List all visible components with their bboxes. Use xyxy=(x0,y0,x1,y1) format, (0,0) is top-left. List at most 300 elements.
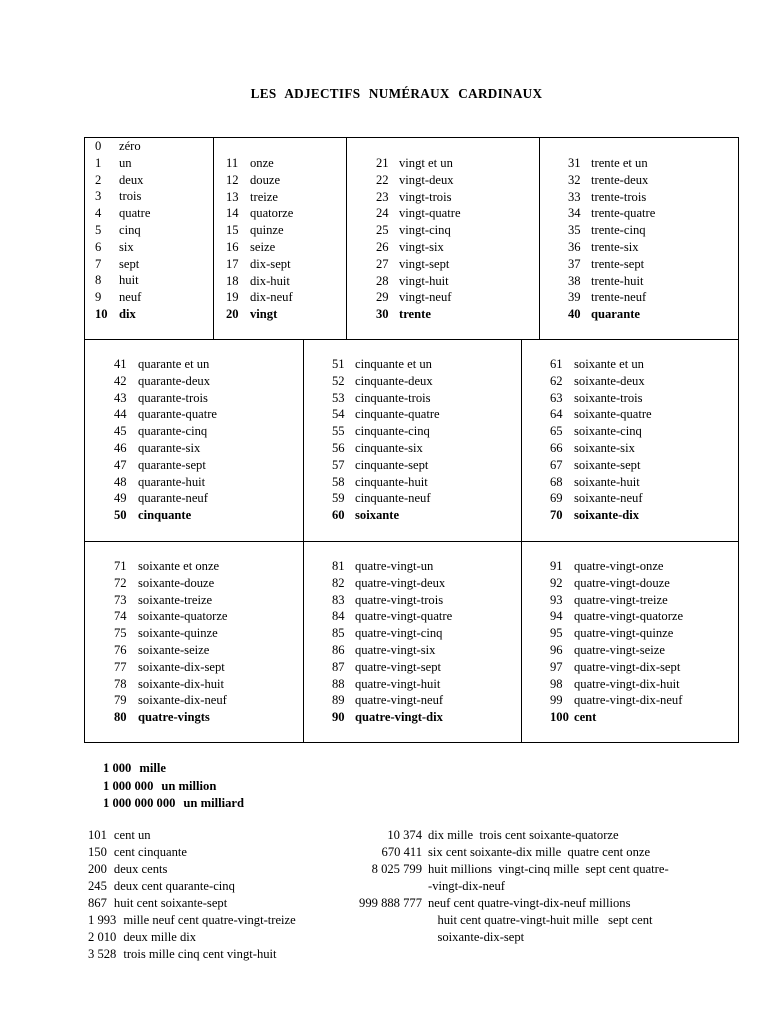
number-entry xyxy=(332,356,440,373)
number-entry xyxy=(114,356,217,373)
number-digits: 200 xyxy=(88,862,107,876)
number-words: dix-huit xyxy=(250,273,290,288)
number-digits: 74 xyxy=(114,609,127,624)
number-digits: 27 xyxy=(376,256,389,271)
number-entry xyxy=(88,844,296,861)
number-words: vingt et un xyxy=(399,156,453,170)
number-digits: 98 xyxy=(550,676,563,691)
number-words: soixante-quinze xyxy=(138,626,218,641)
number-entry xyxy=(376,222,461,239)
number-words: huit cent soixante-sept xyxy=(113,896,228,910)
number-entry xyxy=(550,457,652,474)
number-digits: 42 xyxy=(114,373,127,388)
number-words: mille xyxy=(139,761,166,775)
number-words: dix-sept xyxy=(250,256,291,271)
number-digits: 4 xyxy=(95,206,102,221)
number-words: cinquante xyxy=(138,508,192,523)
number-digits: 10 374 xyxy=(387,828,422,842)
number-digits: 81 xyxy=(332,559,345,573)
number-words: quarante-quatre xyxy=(138,407,218,422)
number-digits: 31 xyxy=(568,156,581,170)
number-words: quarante xyxy=(591,307,640,322)
number-digits: 1 000 000 xyxy=(103,778,154,793)
number-entry xyxy=(226,155,293,172)
number-digits: 10 xyxy=(95,306,108,321)
number-digits: 65 xyxy=(550,424,563,439)
number-words: quatre-vingt-dix xyxy=(355,710,443,725)
number-digits: 53 xyxy=(332,390,345,405)
number-words: trente-cinq xyxy=(591,223,646,238)
number-entry xyxy=(550,423,652,440)
number-entry xyxy=(332,608,452,625)
number-words: quarante-neuf xyxy=(138,491,208,506)
number-words: quatre-vingt-neuf xyxy=(355,693,444,708)
column-0-10 xyxy=(95,138,150,323)
number-digits: 91 xyxy=(550,559,563,573)
number-words: quatre-vingt-quatorze xyxy=(574,609,684,624)
number-digits: 63 xyxy=(550,390,563,405)
number-entry xyxy=(332,592,452,609)
number-words: seize xyxy=(250,239,276,254)
number-entry xyxy=(550,490,652,507)
number-words: quarante-huit xyxy=(138,474,206,489)
number-entry xyxy=(114,406,217,423)
number-digits: 41 xyxy=(114,357,127,371)
number-entry xyxy=(88,895,296,912)
number-words: soixante xyxy=(355,508,400,523)
number-entry xyxy=(568,155,655,172)
number-words: vingt-trois xyxy=(399,189,452,204)
number-entry xyxy=(550,709,683,726)
number-entry xyxy=(332,373,440,390)
number-words: trente et un xyxy=(591,156,648,170)
number-digits: 24 xyxy=(376,206,389,221)
number-digits: 1 993 xyxy=(88,913,117,927)
number-words: quatre-vingt-quatre xyxy=(355,609,453,624)
column-divider xyxy=(539,138,540,339)
number-digits: 5 xyxy=(95,222,102,237)
number-digits: 96 xyxy=(550,642,563,657)
number-words: zéro xyxy=(119,139,141,153)
number-entry xyxy=(550,474,652,491)
number-digits: 28 xyxy=(376,273,389,288)
number-words: trente-trois xyxy=(591,189,647,204)
number-digits: 43 xyxy=(114,390,127,405)
number-words: trente-six xyxy=(591,239,639,254)
number-digits: 72 xyxy=(114,575,127,590)
number-digits: 15 xyxy=(226,223,239,238)
number-digits: 67 xyxy=(550,457,563,472)
number-digits: 76 xyxy=(114,642,127,657)
number-entry xyxy=(550,625,683,642)
number-words: vingt-sept xyxy=(399,256,450,271)
number-digits: 50 xyxy=(114,508,127,523)
number-digits: 94 xyxy=(550,609,563,624)
number-words: trente-sept xyxy=(591,256,645,271)
number-digits: 38 xyxy=(568,273,581,288)
number-words: quatre-vingt-sept xyxy=(355,659,442,674)
number-words: trente-deux xyxy=(591,172,649,187)
number-digits: 245 xyxy=(88,879,107,893)
number-words: soixante-dix-huit xyxy=(138,676,225,691)
example-entry xyxy=(288,912,669,929)
number-entry xyxy=(114,507,217,524)
number-entry xyxy=(114,709,228,726)
number-words: quatre-vingt-huit xyxy=(355,676,441,691)
number-digits: 100 xyxy=(550,710,569,725)
number-entry xyxy=(95,138,150,155)
number-entry xyxy=(103,778,244,796)
number-digits: 69 xyxy=(550,491,563,506)
number-entry xyxy=(376,189,461,206)
number-digits: 1 000 000 000 xyxy=(103,796,176,810)
number-entry xyxy=(550,356,652,373)
number-digits: 17 xyxy=(226,256,239,271)
number-entry xyxy=(226,306,293,323)
number-entry xyxy=(95,272,150,289)
number-words: quatre-vingt-trois xyxy=(355,592,444,607)
number-entry xyxy=(114,490,217,507)
examples-left-list xyxy=(88,827,296,963)
number-words: soixante-quatorze xyxy=(138,609,228,624)
number-digits: 87 xyxy=(332,659,345,674)
number-words: quarante-six xyxy=(138,440,201,455)
number-words: soixante-six xyxy=(574,440,635,455)
number-words: soixante-quatre xyxy=(574,407,652,422)
number-words: cinquante-cinq xyxy=(355,424,430,439)
number-words: soixante-deux xyxy=(574,373,645,388)
number-digits: 46 xyxy=(114,440,127,455)
number-entry xyxy=(550,390,652,407)
number-digits: 19 xyxy=(226,290,239,305)
number-words: quatorze xyxy=(250,206,294,221)
number-words: quinze xyxy=(250,223,284,238)
number-words: cinquante-six xyxy=(355,440,423,455)
number-entry xyxy=(550,659,683,676)
number-words: quatre-vingt-dix-huit xyxy=(574,676,680,691)
number-words: cinquante-sept xyxy=(355,457,429,472)
number-entry xyxy=(550,507,652,524)
number-digits: 40 xyxy=(568,307,581,322)
number-words: quatre-vingt-treize xyxy=(574,592,668,607)
number-digits: 64 xyxy=(550,407,563,422)
number-digits: 58 xyxy=(332,474,345,489)
number-entry xyxy=(226,239,293,256)
number-words: soixante et un xyxy=(574,357,644,371)
number-digits: 18 xyxy=(226,273,239,288)
number-digits: 6 xyxy=(95,239,102,254)
number-entry xyxy=(95,289,150,306)
number-words: quatre-vingt-deux xyxy=(355,575,446,590)
number-digits: 99 xyxy=(550,693,563,708)
number-words: quarante-cinq xyxy=(138,424,208,439)
number-words: vingt-deux xyxy=(399,172,454,187)
number-digits: 670 411 xyxy=(381,845,422,859)
number-entry xyxy=(95,155,150,172)
number-entry xyxy=(568,306,655,323)
number-digits: 57 xyxy=(332,457,345,472)
number-digits: 84 xyxy=(332,609,345,624)
number-digits: 7 xyxy=(95,256,102,271)
table-row-1-to-40 xyxy=(84,137,739,340)
number-entry xyxy=(226,289,293,306)
number-words: cinquante-deux xyxy=(355,373,433,388)
number-words: vingt-six xyxy=(399,239,444,254)
number-digits: 93 xyxy=(550,592,563,607)
number-entry xyxy=(568,172,655,189)
number-digits: 33 xyxy=(568,189,581,204)
number-entry xyxy=(332,423,440,440)
number-digits: 23 xyxy=(376,189,389,204)
number-words: cinquante et un xyxy=(355,357,432,371)
number-entry xyxy=(332,490,440,507)
number-entry xyxy=(226,222,293,239)
number-entry xyxy=(332,507,440,524)
number-digits: 71 xyxy=(114,559,127,573)
number-entry xyxy=(332,440,440,457)
number-words: quarante-trois xyxy=(138,390,208,405)
number-entry xyxy=(88,929,296,946)
number-entry xyxy=(550,692,683,709)
number-entry xyxy=(376,256,461,273)
number-digits: 56 xyxy=(332,440,345,455)
number-words: deux mille dix xyxy=(123,930,197,944)
number-words: -vingt-dix-neuf xyxy=(428,879,505,893)
column-divider xyxy=(213,138,214,339)
number-digits: 70 xyxy=(550,508,563,523)
number-entry xyxy=(114,440,217,457)
column-81-90 xyxy=(332,558,452,726)
number-words: six xyxy=(119,239,134,254)
number-entry xyxy=(114,608,228,625)
number-words: soixante-dix-neuf xyxy=(138,693,227,708)
number-words: quarante-sept xyxy=(138,457,206,472)
number-digits: 9 xyxy=(95,290,102,305)
number-words: vingt-quatre xyxy=(399,206,461,221)
number-digits: 1 xyxy=(95,155,102,170)
number-words: soixante-seize xyxy=(138,642,210,657)
number-words: cinquante-quatre xyxy=(355,407,440,422)
number-entry xyxy=(95,239,150,256)
number-entry xyxy=(114,423,217,440)
number-words: dix mille trois cent soixante-quatorze xyxy=(428,828,619,842)
number-digits: 52 xyxy=(332,373,345,388)
number-words: quatre-vingt-douze xyxy=(574,575,670,590)
number-digits: 51 xyxy=(332,357,345,371)
number-entry xyxy=(550,608,683,625)
number-digits: 34 xyxy=(568,206,581,221)
number-digits: 22 xyxy=(376,172,389,187)
number-words: trente-neuf xyxy=(591,290,647,305)
table-row-41-to-70 xyxy=(84,339,739,542)
number-entry xyxy=(95,172,150,189)
number-entry xyxy=(226,273,293,290)
number-words: un milliard xyxy=(183,796,244,810)
example-entry xyxy=(288,861,669,878)
examples-right-list xyxy=(288,827,669,946)
number-words: deux xyxy=(119,172,144,187)
column-divider xyxy=(303,542,304,742)
number-entry xyxy=(103,760,244,778)
number-words: six cent soixante-dix mille quatre cent onze xyxy=(428,845,651,859)
number-entry xyxy=(88,946,296,963)
number-digits: 62 xyxy=(550,373,563,388)
page-title: LES ADJECTIFS NUMÉRAUX CARDINAUX xyxy=(250,86,543,101)
number-digits: 92 xyxy=(550,575,563,590)
number-digits: 21 xyxy=(376,156,389,170)
number-entry xyxy=(568,239,655,256)
number-words: trois xyxy=(119,189,142,204)
number-entry xyxy=(332,474,440,491)
number-words: cent cinquante xyxy=(113,845,187,859)
number-entry xyxy=(550,592,683,609)
number-entry xyxy=(550,676,683,693)
number-words: cinquante-neuf xyxy=(355,491,431,506)
number-entry xyxy=(376,306,461,323)
number-digits: 14 xyxy=(226,206,239,221)
number-digits: 85 xyxy=(332,626,345,641)
number-words: vingt-cinq xyxy=(399,223,451,238)
number-entry xyxy=(114,457,217,474)
number-digits: 88 xyxy=(332,676,345,691)
number-words: soixante-neuf xyxy=(574,491,643,506)
number-words: trente-huit xyxy=(591,273,644,288)
number-words: vingt xyxy=(250,307,278,322)
table-row-71-to-100 xyxy=(84,541,739,743)
number-entry xyxy=(114,642,228,659)
number-entry xyxy=(376,155,461,172)
number-words: quatre-vingt-quinze xyxy=(574,626,674,641)
number-digits: 36 xyxy=(568,239,581,254)
number-words: quatre-vingt-cinq xyxy=(355,626,443,641)
number-entry xyxy=(332,575,452,592)
number-words: soixante-douze xyxy=(138,575,215,590)
number-digits: 867 xyxy=(88,896,107,910)
number-words: cinquante-huit xyxy=(355,474,428,489)
example-entry xyxy=(288,827,669,844)
column-41-50 xyxy=(114,356,217,524)
number-words: soixante-dix xyxy=(574,508,640,523)
column-61-70 xyxy=(550,356,652,524)
number-digits: 11 xyxy=(226,156,239,170)
number-words: soixante-dix-sept xyxy=(428,930,525,944)
number-words: quatre-vingt-un xyxy=(355,559,434,573)
number-words: trente-quatre xyxy=(591,206,656,221)
number-entry xyxy=(550,575,683,592)
number-words: quatre-vingt-dix-sept xyxy=(574,659,681,674)
number-entry xyxy=(550,558,683,575)
number-words: cent un xyxy=(113,828,151,842)
number-entry xyxy=(376,172,461,189)
column-11-20 xyxy=(226,155,293,323)
number-entry xyxy=(332,692,452,709)
number-digits: 37 xyxy=(568,256,581,271)
number-entry xyxy=(95,256,150,273)
number-digits: 59 xyxy=(332,491,345,506)
number-entry xyxy=(114,575,228,592)
number-entry xyxy=(88,861,296,878)
number-digits: 77 xyxy=(114,659,127,674)
number-words: deux cent quarante-cinq xyxy=(113,879,235,893)
number-entry xyxy=(332,390,440,407)
number-digits: 2 xyxy=(95,172,102,187)
number-entry xyxy=(332,558,452,575)
number-digits: 60 xyxy=(332,508,345,523)
example-entry xyxy=(288,929,669,946)
number-entry xyxy=(114,659,228,676)
number-entry xyxy=(226,256,293,273)
number-digits: 20 xyxy=(226,307,239,322)
number-digits: 30 xyxy=(376,307,389,322)
number-entry xyxy=(226,172,293,189)
column-51-60 xyxy=(332,356,440,524)
number-digits: 0 xyxy=(95,139,102,153)
number-entry xyxy=(114,390,217,407)
number-digits: 75 xyxy=(114,626,127,641)
number-digits: 39 xyxy=(568,290,581,305)
number-digits: 54 xyxy=(332,407,345,422)
number-words: huit xyxy=(119,273,139,288)
number-entry xyxy=(226,189,293,206)
number-words: un million xyxy=(161,778,217,793)
number-words: trente xyxy=(399,307,431,322)
number-digits: 68 xyxy=(550,474,563,489)
number-entry xyxy=(568,222,655,239)
number-entry xyxy=(114,558,228,575)
example-entry xyxy=(288,895,669,912)
number-words: soixante-huit xyxy=(574,474,640,489)
number-digits: 79 xyxy=(114,693,127,708)
column-21-30 xyxy=(376,155,461,323)
number-digits: 44 xyxy=(114,407,127,422)
number-entry xyxy=(332,659,452,676)
number-words: huit cent quatre-vingt-huit mille sept cent xyxy=(428,913,653,927)
number-words: cinquante-trois xyxy=(355,390,431,405)
column-divider xyxy=(521,542,522,742)
number-digits: 3 xyxy=(95,189,102,204)
number-words: vingt-huit xyxy=(399,273,449,288)
number-digits: 97 xyxy=(550,659,563,674)
number-words: huit millions vingt-cinq mille sept cent quatre- xyxy=(428,862,669,876)
number-entry xyxy=(95,205,150,222)
number-words: dix-neuf xyxy=(250,290,293,305)
number-digits: 45 xyxy=(114,424,127,439)
number-digits: 13 xyxy=(226,189,239,204)
number-entry xyxy=(226,205,293,222)
number-digits: 101 xyxy=(88,828,107,842)
number-words: trois mille cinq cent vingt-huit xyxy=(123,947,277,961)
number-entry xyxy=(550,373,652,390)
column-divider xyxy=(521,340,522,541)
number-words: quatre-vingt-six xyxy=(355,642,436,657)
column-91-100 xyxy=(550,558,683,726)
number-entry xyxy=(550,406,652,423)
number-entry xyxy=(376,239,461,256)
number-words: dix xyxy=(119,306,136,321)
number-digits: 86 xyxy=(332,642,345,657)
number-words: soixante-cinq xyxy=(574,424,642,439)
number-words: mille neuf cent quatre-vingt-treize xyxy=(123,913,296,927)
number-entry xyxy=(332,625,452,642)
number-entry xyxy=(568,256,655,273)
number-words: quatre-vingt-dix-neuf xyxy=(574,693,683,708)
number-entry xyxy=(114,625,228,642)
number-entry xyxy=(376,205,461,222)
number-entry xyxy=(114,676,228,693)
number-words: soixante-dix-sept xyxy=(138,659,225,674)
number-words: quatre-vingt-seize xyxy=(574,642,665,657)
number-words: vingt-neuf xyxy=(399,290,452,305)
